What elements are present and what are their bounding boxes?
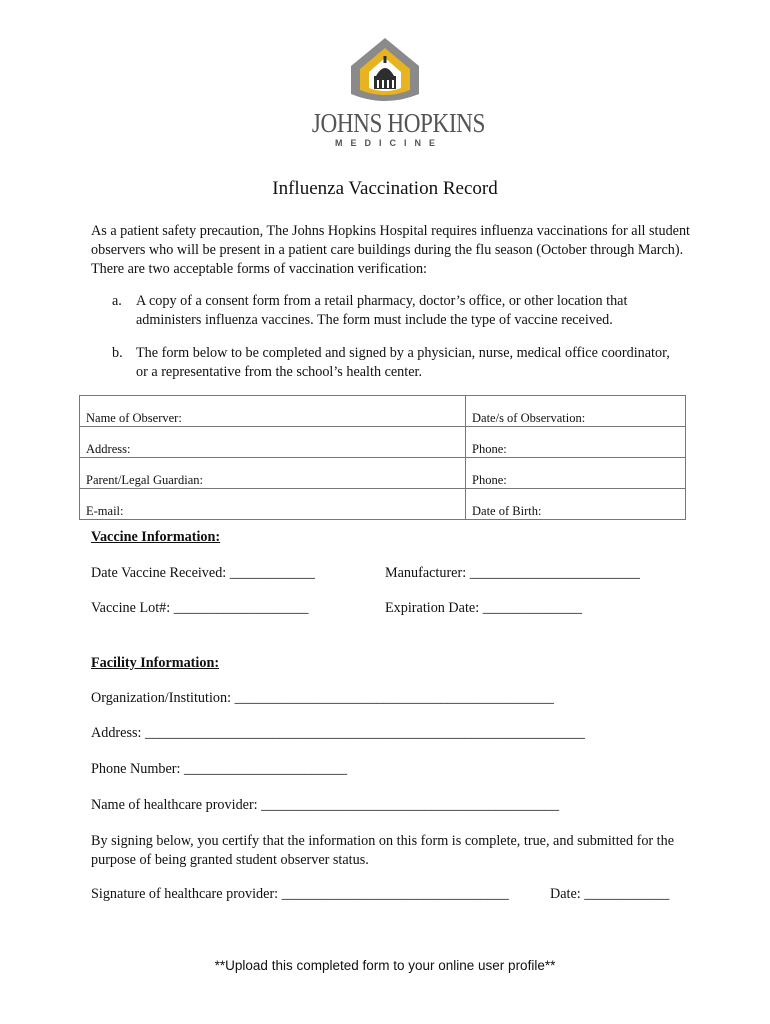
guardian-field[interactable]: Parent/Legal Guardian: <box>80 458 466 489</box>
option-b-text: The form below to be completed and signed by a physician, nurse, medical office coordinator, or a representative from the school’s health center. <box>136 345 670 380</box>
shield-dome-icon <box>347 36 423 106</box>
organization-field[interactable]: Organization/Institution: _____________________________________________ <box>91 690 554 706</box>
option-a-marker: a. <box>112 293 122 309</box>
expiration-date-field[interactable]: Expiration Date: ______________ <box>385 600 583 616</box>
signature-date-field[interactable]: Date: ____________ <box>550 886 670 902</box>
page-title: Influenza Vaccination Record <box>272 178 498 199</box>
date-of-birth-field[interactable]: Date of Birth: <box>466 489 686 520</box>
manufacturer-field[interactable]: Manufacturer: ________________________ <box>385 565 640 581</box>
table-row <box>80 396 686 427</box>
intro-paragraph: As a patient safety precaution, The Johns Hopkins Hospital requires influenza vaccinations for all student observers who will be present in a patient care buildings during the flu season (October through March). There are two acceptable forms of vaccination verification: <box>91 223 690 277</box>
date-vaccine-received-field[interactable]: Date Vaccine Received: ____________ <box>91 565 315 581</box>
option-a-text: A copy of a consent form from a retail pharmacy, doctor’s office, or other location that administers influenza vaccines. The form must include the type of vaccine received. <box>136 293 628 328</box>
healthcare-provider-name-field[interactable]: Name of healthcare provider: __________________________________________ <box>91 797 560 813</box>
facility-info-heading: Facility Information: <box>91 655 220 671</box>
vaccine-info-heading: Vaccine Information: <box>91 529 221 545</box>
table-row <box>80 489 686 520</box>
dates-of-observation-field[interactable]: Date/s of Observation: <box>466 396 686 427</box>
email-field[interactable]: E-mail: <box>80 489 466 520</box>
phone-field[interactable]: Phone: <box>466 427 686 458</box>
guardian-phone-field[interactable]: Phone: <box>466 458 686 489</box>
certification-statement: By signing below, you certify that the information on this form is complete, true, and submitted for the purpose of being granted student observer status. <box>91 833 675 868</box>
upload-note: **Upload this completed form to your online user profile** <box>214 958 556 973</box>
vaccine-lot-field[interactable]: Vaccine Lot#: ___________________ <box>91 600 309 616</box>
facility-address-field[interactable]: Address: ______________________________________________________________ <box>91 725 585 741</box>
option-a <box>112 292 682 330</box>
observer-info-table <box>79 395 686 520</box>
johns-hopkins-logo <box>300 36 486 148</box>
address-field[interactable]: Address: <box>80 427 466 458</box>
signature-field[interactable]: Signature of healthcare provider: ________________________________ <box>91 886 509 902</box>
table-row <box>80 458 686 489</box>
option-b <box>112 344 682 382</box>
table-row <box>80 427 686 458</box>
phone-number-field[interactable]: Phone Number: _______________________ <box>91 761 348 777</box>
logo-name: JOHNS HOPKINS <box>311 108 486 138</box>
logo-subtitle: MEDICINE <box>334 138 443 148</box>
name-of-observer-field[interactable]: Name of Observer: <box>80 396 466 427</box>
option-b-marker: b. <box>112 345 123 361</box>
